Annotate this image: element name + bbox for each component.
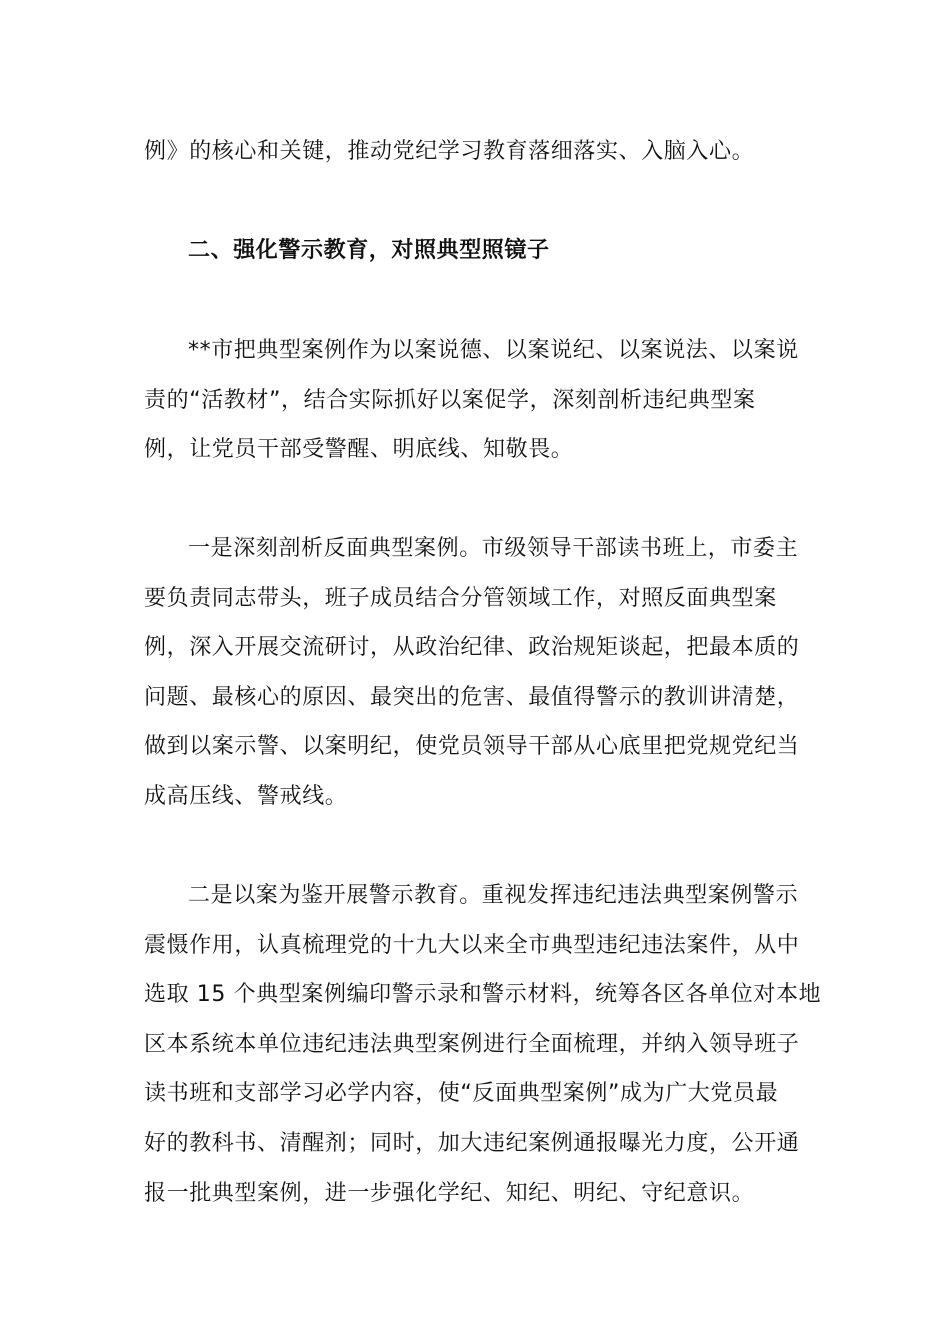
text-line: 读书班和支部学习必学内容，使“反面典型案例”成为广大党员最 (144, 1081, 779, 1107)
paragraph-point-two (144, 871, 822, 1218)
text-line: 例，深入开展交流研讨，从政治纪律、政治规矩谈起，把最本质的 (144, 635, 800, 661)
text-line: 二是以案为鉴开展警示教育。重视发挥违纪违法典型案例警示 (188, 883, 799, 908)
text-line: 例》的核心和关键，推动党纪学习教育落细落实、入脑入心。 (144, 139, 755, 164)
paragraph-intro (144, 326, 808, 475)
text-line: 区本系统本单位违纪违法典型案例进行全面梳理，并纳入领导班子 (144, 1031, 800, 1057)
text-line: 一是深刻剖析反面典型案例。市级领导干部读书班上，市委主 (188, 536, 799, 561)
text-line: 好的教科书、清醒剂；同时，加大违纪案例通报曝光力度，公开通 (144, 1130, 800, 1156)
text-line: 例，让党员干部受警醒、明底线、知敬畏。 (144, 437, 574, 463)
text-line: 做到以案示警、以案明纪，使党员领导干部从心底里把党规党纪当 (144, 734, 800, 760)
text-line: 震慑作用，认真梳理党的十九大以来全市典型违纪违法案件，从中 (144, 932, 800, 958)
text-line: 问题、最核心的原因、最突出的危害、最值得警示的教训讲清楚， (144, 684, 800, 710)
section-heading (144, 226, 808, 276)
text-line: 报一批典型案例，进一步强化学纪、知纪、明纪、守纪意识。 (144, 1180, 755, 1206)
paragraph-point-one (144, 524, 808, 822)
text-line: 要负责同志带头，班子成员结合分管领域工作，对照反面典型案 (144, 585, 777, 611)
text-line: 选取 15 个典型案例编印警示录和警示材料，统筹各区各单位对本地 (144, 982, 822, 1008)
continuation-paragraph (144, 127, 808, 177)
text-line: 成高压线、警戒线。 (144, 783, 348, 809)
text-line: **市把典型案例作为以案说德、以案说纪、以案说法、以案说 (188, 338, 799, 363)
text-line: 责的“活教材”，结合实际抓好以案促学，深刻剖析违纪典型案 (144, 387, 756, 413)
section-heading-text: 二、强化警示教育，对照典型照镜子 (188, 238, 550, 263)
